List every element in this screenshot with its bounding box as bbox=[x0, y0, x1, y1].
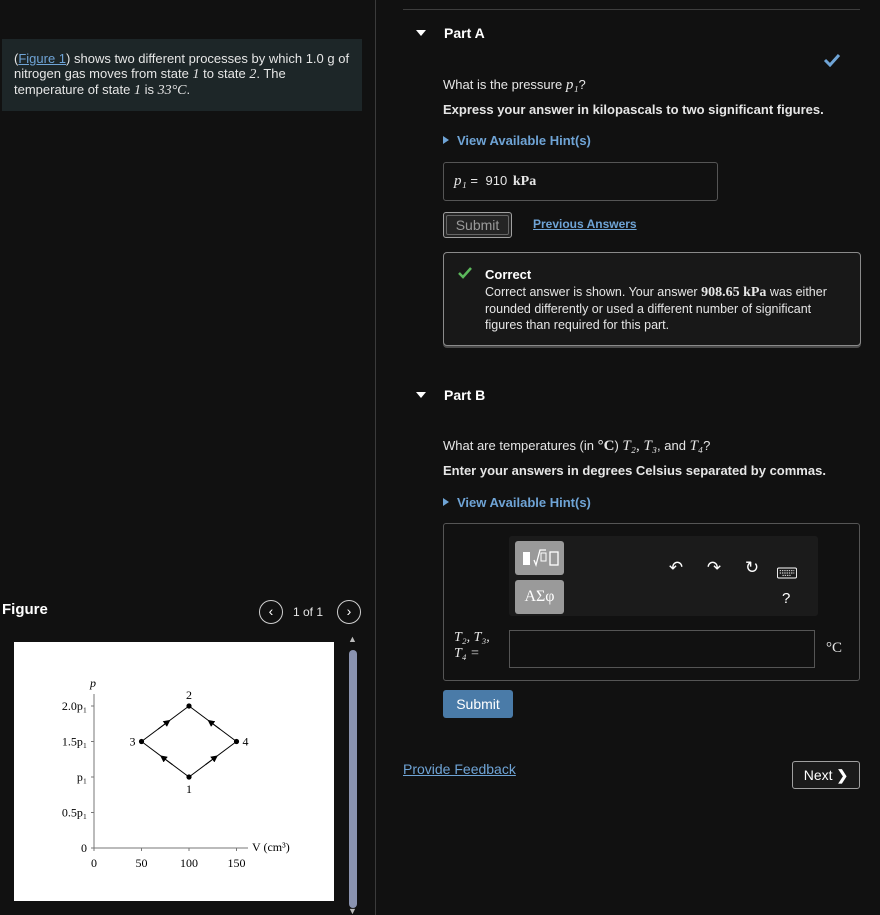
figure-scrollbar[interactable] bbox=[346, 632, 360, 915]
part-b-question: What are temperatures (in °C) T₂, T₃, and T₄? bbox=[443, 438, 711, 454]
completed-check-icon bbox=[823, 53, 841, 67]
chevron-right-icon[interactable]: › bbox=[337, 600, 361, 624]
scroll-up-icon[interactable]: ▲ bbox=[348, 634, 357, 644]
state-point bbox=[139, 739, 144, 744]
temperatures-answer-input[interactable] bbox=[509, 630, 815, 668]
direction-arrow bbox=[210, 722, 220, 729]
greek-symbols-button[interactable]: ΑΣφ bbox=[515, 580, 564, 614]
templates-icon bbox=[515, 541, 564, 575]
scroll-down-icon[interactable]: ▼ bbox=[348, 906, 357, 915]
x-tick-label: 100 bbox=[180, 856, 198, 870]
top-divider bbox=[403, 9, 860, 10]
answer-input-label: T₂, T₃, T₄ = bbox=[454, 630, 490, 661]
y-ticks bbox=[62, 699, 94, 855]
collapse-triangle-icon bbox=[416, 30, 426, 36]
templates-button[interactable] bbox=[515, 541, 564, 575]
part-a-submit-button[interactable]: Submit bbox=[443, 212, 512, 238]
figure-link[interactable]: Figure 1 bbox=[18, 51, 67, 66]
state-point bbox=[186, 703, 191, 708]
state-label: 1 bbox=[186, 782, 192, 796]
part-a-question: What is the pressure p₁? bbox=[443, 77, 586, 93]
expand-triangle-icon bbox=[443, 498, 449, 506]
figure-counter: 1 of 1 bbox=[293, 605, 324, 619]
reset-icon[interactable]: ↻ bbox=[744, 558, 760, 577]
figure-navigation bbox=[259, 600, 363, 624]
chevron-left-icon[interactable]: ‹ bbox=[259, 600, 283, 624]
pv-diagram bbox=[14, 642, 334, 901]
feedback-title: Correct bbox=[485, 267, 532, 282]
part-a-instruction: Express your answer in kilopascals to two significant figures. bbox=[443, 102, 824, 117]
redo-icon[interactable]: ↷ bbox=[706, 558, 722, 577]
state-label: 3 bbox=[129, 734, 136, 749]
chevron-right-icon: ❯ bbox=[836, 767, 849, 783]
state-point bbox=[234, 739, 239, 744]
correct-check-icon bbox=[458, 267, 472, 279]
x-ticks bbox=[91, 848, 246, 870]
feedback-message: Correct answer is shown. Your answer 908.65 kPa was either rounded differently or used a different number of significant figures than required for this part. bbox=[485, 285, 827, 332]
x-tick-label: 150 bbox=[227, 856, 246, 870]
right-pane bbox=[376, 0, 880, 915]
x-tick-label: 0 bbox=[91, 856, 97, 870]
expand-triangle-icon bbox=[443, 136, 449, 144]
part-b-instruction: Enter your answers in degrees Celsius separated by commas. bbox=[443, 463, 826, 478]
part-b-answer-editor bbox=[443, 523, 860, 681]
help-icon[interactable]: ? bbox=[782, 590, 791, 607]
undo-icon[interactable]: ↶ bbox=[668, 558, 684, 577]
part-a-feedback bbox=[443, 252, 861, 346]
part-b-header[interactable]: Part B bbox=[416, 387, 485, 403]
state-label: 4 bbox=[242, 734, 249, 749]
scrollbar-thumb[interactable] bbox=[349, 650, 357, 908]
process-lines bbox=[142, 706, 237, 777]
previous-answers-link[interactable]: Previous Answers bbox=[533, 217, 637, 231]
answer-unit: °C bbox=[826, 640, 843, 656]
collapse-triangle-icon bbox=[416, 392, 426, 398]
y-tick-label: 2.0p₁ bbox=[61, 699, 87, 713]
left-pane bbox=[0, 0, 375, 915]
part-a-header[interactable]: Part A bbox=[416, 25, 485, 41]
y-axis-label: p bbox=[90, 676, 96, 690]
part-b-hint-toggle[interactable]: View Available Hint(s) bbox=[443, 495, 591, 510]
y-tick-label: 0 bbox=[81, 841, 87, 855]
part-b-submit-button[interactable]: Submit bbox=[443, 690, 513, 718]
direction-arrow bbox=[163, 757, 173, 764]
direction-arrow bbox=[206, 757, 216, 764]
y-tick-label: 0.5p₁ bbox=[61, 805, 87, 820]
state-label: 2 bbox=[186, 688, 192, 702]
figure-card bbox=[14, 642, 334, 901]
state-point bbox=[186, 774, 191, 779]
figure-title: Figure bbox=[2, 601, 48, 618]
y-tick-label: 1.5p₁ bbox=[61, 734, 87, 749]
x-axis-label: V (cm³) bbox=[252, 840, 290, 854]
direction-arrow bbox=[158, 722, 168, 729]
state-points bbox=[130, 688, 249, 796]
math-toolbar bbox=[509, 536, 818, 616]
provide-feedback-link[interactable]: Provide Feedback bbox=[403, 761, 516, 777]
keyboard-icon[interactable] bbox=[777, 563, 797, 583]
part-a-answer-display: p₁ = 910 kPa bbox=[443, 162, 718, 201]
x-tick-label: 50 bbox=[135, 856, 148, 870]
next-button[interactable]: Next ❯ bbox=[792, 761, 860, 789]
part-a-hint-toggle[interactable]: View Available Hint(s) bbox=[443, 133, 591, 148]
y-tick-label: p₁ bbox=[76, 770, 87, 784]
problem-statement: (Figure 1) shows two different processes by which 1.0 g of nitrogen gas moves from state 1 to state 2. The temperature of state 1 is 33°C. bbox=[2, 39, 362, 111]
